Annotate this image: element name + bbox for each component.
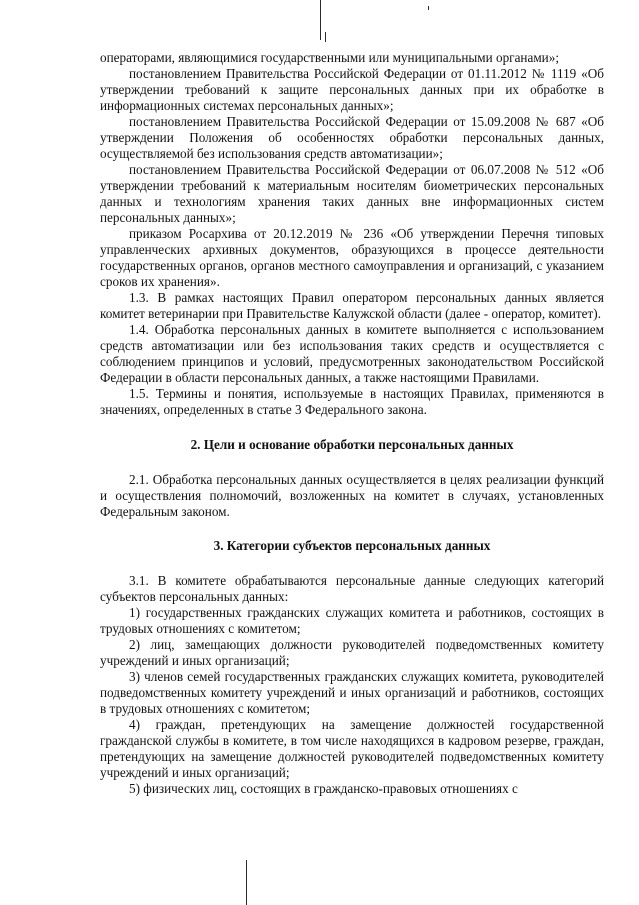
- document-body: [100, 50, 604, 797]
- scan-artifact-mark: [428, 6, 429, 10]
- section-2-heading: 2. Цели и основание обработки персональных данных: [190, 437, 514, 452]
- scan-artifact-line: [246, 860, 247, 905]
- list-item-3: 3) членов семей государственных гражданских служащих комитета, руководителей подведомственных комитету учреждений и иных организаций и работников, состоящих в трудовых отношениях с комитетом;: [100, 669, 604, 716]
- paragraph-decree-512: постановлением Правительства Российской Федерации от 06.07.2008 № 512 «Об утверждении требований к материальным носителям биометрических персональных данных и технологиям хранения таких данных вне информационных систем персональных данных»;: [100, 162, 604, 225]
- paragraph-decree-687: постановлением Правительства Российской Федерации от 15.09.2008 № 687 «Об утверждении Положения об особенностях обработки персональных данных, осуществляемой без использования средств автоматизации»;: [100, 114, 604, 161]
- scan-artifact-line: [320, 0, 321, 40]
- section-3-heading: 3. Категории субъектов персональных данных: [213, 538, 491, 553]
- list-item-4: 4) граждан, претендующих на замещение должностей государственной гражданской службы в комитете, в том числе находящихся в кадровом резерве, граждан, претендующих на замещение должностей руководителей подведомственных комитету учреждений и иных организаций;: [100, 717, 604, 780]
- paragraph-2-1: 2.1. Обработка персональных данных осуществляется в целях реализации функций и осуществления полномочий, возложенных на комитет в случаях, установленных Федеральным законом.: [100, 472, 604, 519]
- paragraph-3-1: 3.1. В комитете обрабатываются персональные данные следующих категорий субъектов персональных данных:: [100, 573, 604, 604]
- paragraph-continuation: операторами, являющимися государственными или муниципальными органами»;: [100, 50, 559, 65]
- list-item-1: 1) государственных гражданских служащих комитета и работников, состоящих в трудовых отношениях с комитетом;: [100, 605, 604, 636]
- paragraph-1-3: 1.3. В рамках настоящих Правил оператором персональных данных является комитет ветеринарии при Правительстве Калужской области (далее - оператор, комитет).: [100, 290, 604, 321]
- list-item-5: 5) физических лиц, состоящих в гражданско-правовых отношениях с: [129, 781, 518, 796]
- paragraph-1-5: 1.5. Термины и понятия, используемые в настоящих Правилах, применяются в значениях, определенных в статье 3 Федерального закона.: [100, 386, 604, 417]
- paragraph-order-236: приказом Росархива от 20.12.2019 № 236 «Об утверждении Перечня типовых управленческих архивных документов, образующихся в процессе деятельности государственных органов, органов местного самоуправления и организаций, с указанием сроков их хранения».: [100, 226, 604, 289]
- paragraph-decree-1119: постановлением Правительства Российской Федерации от 01.11.2012 № 1119 «Об утверждении требований к защите персональных данных при их обработке в информационных системах персональных данных»;: [100, 66, 604, 113]
- scan-artifact-line: [325, 32, 326, 42]
- list-item-2: 2) лиц, замещающих должности руководителей подведомственных комитету учреждений и иных организаций;: [100, 637, 604, 668]
- paragraph-1-4: 1.4. Обработка персональных данных в комитете выполняется с использованием средств автоматизации или без использования таких средств и осуществляется с соблюдением принципов и условий, предусмотренных законодательством Российской Федерации в области персональных данных, а также настоящими Правилами.: [100, 322, 604, 385]
